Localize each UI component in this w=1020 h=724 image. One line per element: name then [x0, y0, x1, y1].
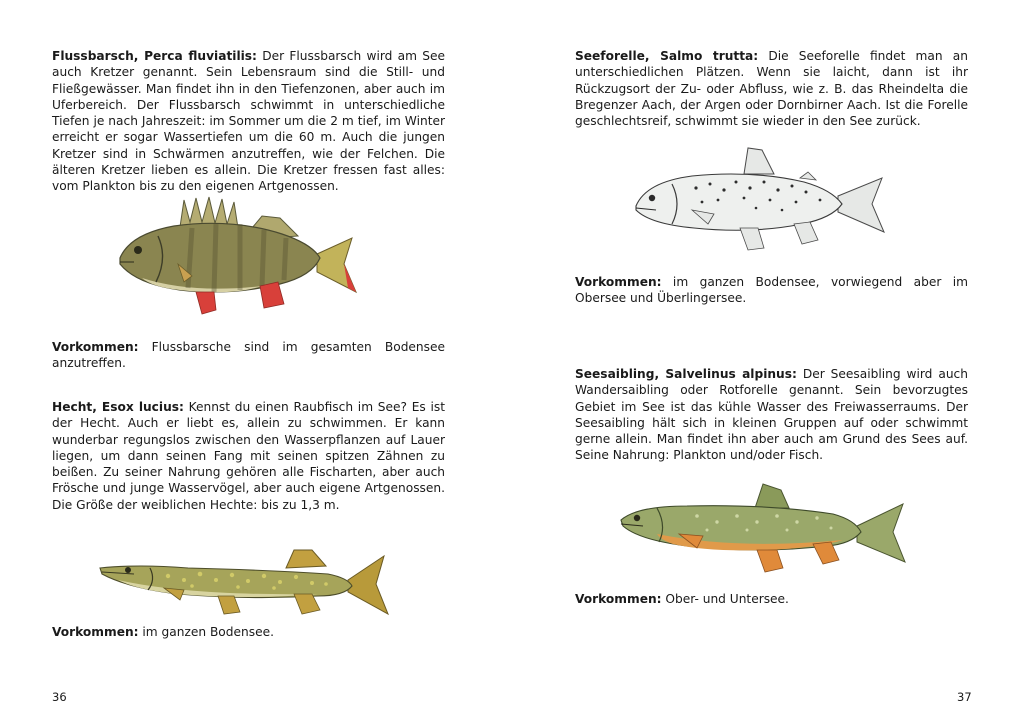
pike-occurrence-label: Vorkommen: — [52, 625, 139, 639]
trout-text: Die Seeforelle findet man an unterschiedlichen Plätzen. Wenn sie laicht, dann ist ihr Rückzugsort der Zu- oder Abfluss, wie z. B. das Rheindelta die Bregenzer Aach, der Argen oder Dornbirner Aach. Ist die Forelle geschlechtsreif, schwimmt sie wieder in den See zurück. — [575, 49, 968, 129]
pike-description — [52, 399, 445, 513]
pike-text: Kennst du einen Raubfisch im See? Es ist der Hecht. Auch er liebt es, allein zu schwimmen. Er kann wunderbar regungslos zwischen den Wasserpflanzen auf Lauer liegen, um dann seinen Fang mit seinen spitzen Zähnen zu beißen. Zu seiner Nahrung gehören alle Fischarten, aber auch Frösche und junge Wasservögel, aber auch eigene Artgenossen. Die Größe der weiblichen Hechte: bis zu 1,3 m. — [52, 400, 445, 512]
perch-description — [52, 48, 445, 195]
perch-occurrence-label: Vorkommen: — [52, 340, 139, 354]
perch-occurrence — [52, 339, 445, 372]
trout-occurrence-text: im ganzen Bodensee, vorwiegend aber im Obersee und Überlingersee. — [575, 275, 968, 306]
char-occurrence — [575, 591, 968, 607]
char-text: Der Seesaibling wird auch Wandersaibling oder Rotforelle genannt. Sein bevorzugtes Gebiet im See ist das kühle Wasser des Freiwasserraums. Der Seesaibling hält sich in kleinen Gruppen auf oder schwimmt gerne allein. Man findet ihn aber auch am Grund des Sees auf. Seine Nahrung: Plankton und/oder Fisch. — [575, 367, 968, 463]
trout-heading: Seeforelle, Salmo trutta: — [575, 49, 759, 63]
trout-occurrence — [575, 274, 968, 307]
perch-heading: Flussbarsch, Perca fluviatilis: — [52, 49, 257, 63]
trout-drawing-icon — [632, 144, 890, 256]
page-number-left: 36 — [52, 690, 67, 704]
pike-heading: Hecht, Esox lucius: — [52, 400, 184, 414]
pike-drawing-icon — [98, 544, 390, 622]
perch-drawing-icon — [112, 192, 362, 316]
char-drawing-icon — [617, 480, 907, 578]
perch-text: Der Flussbarsch wird am See auch Kretzer genannt. Sein Lebensraum sind die Still- und Fließgewässer. Man findet ihn in den Tiefenzonen, aber auch im Uferbereich. Der Flussbarsch schwimmt in unterschiedliche Tiefen je nach Jahreszeit: im Sommer um die 2 m tief, im Winter erreicht er sogar Wassertiefen um die 60 m. Auch die jungen Kretzer sind in Schwärmen anzutreffen, wie der Felchen. Die älteren Kretzer lieben es allein. Die Kretzer fressen fast alles: vom Plankton bis zu den eigenen Artgenossen. — [52, 49, 445, 194]
char-description — [575, 366, 968, 464]
trout-occurrence-label: Vorkommen: — [575, 275, 662, 289]
trout-description — [575, 48, 968, 129]
char-occurrence-label: Vorkommen: — [575, 592, 662, 606]
right-page — [510, 0, 1020, 724]
perch-occurrence-text: Flussbarsche sind im gesamten Bodensee anzutreffen. — [52, 340, 445, 371]
char-occurrence-text: Ober- und Untersee. — [661, 592, 789, 606]
page-number-right: 37 — [957, 690, 972, 704]
pike-occurrence — [52, 624, 445, 640]
pike-occurrence-text: im ganzen Bodensee. — [138, 625, 274, 639]
char-heading: Seesaibling, Salvelinus alpinus: — [575, 367, 797, 381]
